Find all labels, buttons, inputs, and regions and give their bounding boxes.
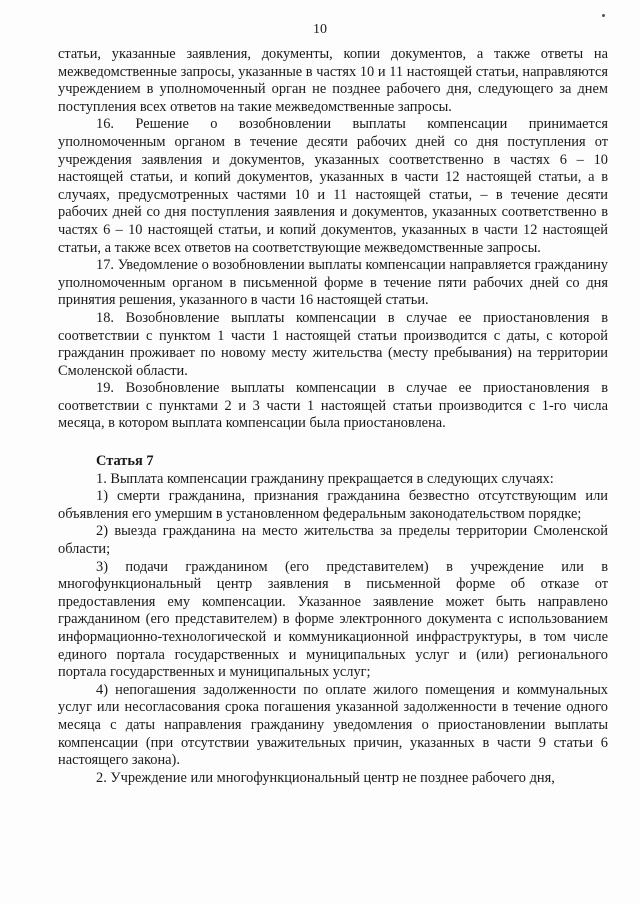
paragraph-continuation: статьи, указанные заявления, документы, копии документов, а также ответы на межведомственные запросы, указанные в частях 10 и 11 настоящей статьи, направляются учреждением в уполномоченный орган не позднее рабочего дня, следующего за днем поступления всех ответов на такие межведомственные запросы. xyxy=(58,46,608,115)
document-body xyxy=(58,46,608,787)
article-7-part-1-item-4: 4) непогашения задолженности по оплате жилого помещения и коммунальных услуг или несогласования срока погашения указанной задолженности в течение одного месяца с даты направления гражданину уведомления о приостановлении выплаты компенсации (при отсутствии уважительных причин, указанных в части 9 статьи 6 настоящего закона). xyxy=(58,681,608,769)
article-7-part-1-item-2: 2) выезда гражданина на место жительства за пределы территории Смоленской области; xyxy=(58,523,608,558)
article-7-heading: Статья 7 xyxy=(96,453,154,470)
paragraph-18: 18. Возобновление выплаты компенсации в случае ее приостановления в соответствии с пунктом 1 части 1 настоящей статьи производится с даты, с которой гражданин проживает по новому месту жительства (месту пребывания) на территории Смоленской области. xyxy=(58,309,608,379)
page-number: 10 xyxy=(313,22,327,37)
paragraph-17: 17. Уведомление о возобновлении выплаты компенсации направляется гражданину уполномоченным органом в письменной форме в течение пяти рабочих дней со дня принятия решения, указанного в части 16 настоящей статьи. xyxy=(58,257,608,309)
article-7-part-1-item-3: 3) подачи гражданином (его представителем) в учреждение или в многофункциональный центр заявления в письменной форме об отказе от предоставления ему компенсации. Указанное заявление может быть направлено гражданином (его представителем) в форме электронного документа с использованием информационно-технологической и коммуникационной инфраструктуры, в том числе единого портала государственных и муниципальных услуг и (или) регионального портала государственных и муниципальных услуг; xyxy=(58,558,608,681)
paragraph-16: 16. Решение о возобновлении выплаты компенсации принимается уполномоченным органом в течение десяти рабочих дней со дня поступления от учреждения заявления и документов, указанных соответственно в частях 6 – 10 настоящей статьи, и копий документов, указанных в части 12 настоящей статьи, а в случаях, предусмотренных частями 10 и 11 настоящей статьи, – в течение десяти рабочих дней со дня поступления заявления и документов, указанных соответственно в частях 6 – 10 настоящей статьи, и копий документов, указанных в части 12 настоящей статьи, а также всех ответов на соответствующие межведомственные запросы. xyxy=(58,116,608,256)
article-7-part-1: 1. Выплата компенсации гражданину прекращается в следующих случаях: xyxy=(96,470,554,487)
article-7-part-2: 2. Учреждение или многофункциональный центр не позднее рабочего дня, xyxy=(96,769,555,786)
scan-speck xyxy=(602,14,605,17)
article-7-part-1-item-1: 1) смерти гражданина, признания гражданина безвестно отсутствующим или объявления его умершим в установленном федеральным законодательством порядке; xyxy=(58,488,608,522)
paragraph-19: 19. Возобновление выплаты компенсации в случае ее приостановления в соответствии с пунктами 2 и 3 части 1 настоящей статьи производится с 1-го числа месяца, в котором выплата компенсации была приостановлена. xyxy=(58,380,608,432)
